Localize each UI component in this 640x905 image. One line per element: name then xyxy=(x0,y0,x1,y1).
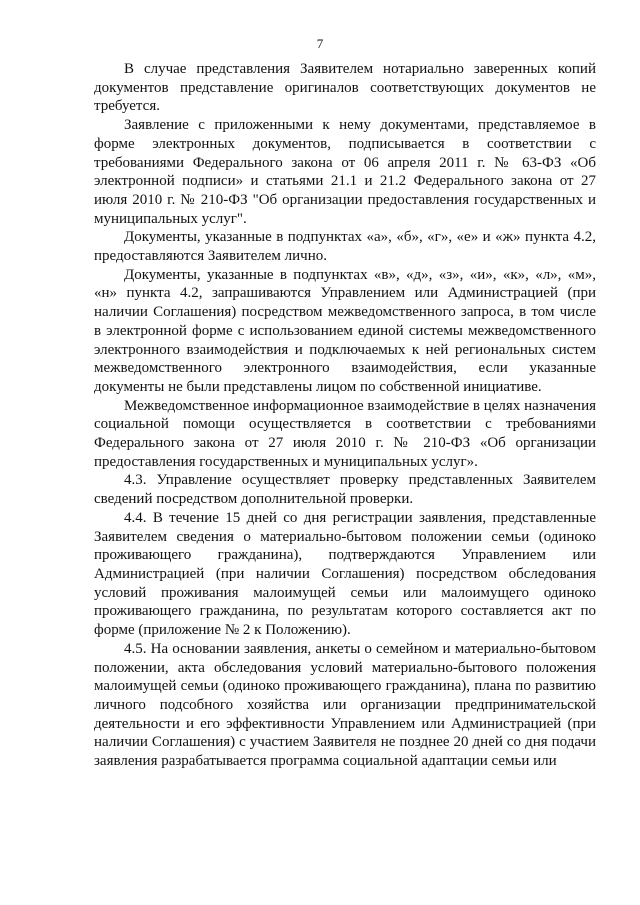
paragraph-4-4: 4.4. В течение 15 дней со дня регистрации заявления, представленные Заявителем сведения о материально-бытовом положении семьи (одиноко проживающего гражданина), подтверждаются Управлением или Администрацией (при наличии Соглашения) посредством обследования условий проживания малоимущей семьи или малоимущего одиноко проживающего гражданина, по результатам которого составляется акт по форме (приложение № 2 к Положению). xyxy=(94,509,596,639)
paragraph-personal-submission: Документы, указанные в подпунктах «а», «б», «г», «е» и «ж» пункта 4.2, предоставляются Заявителем лично. xyxy=(94,229,596,265)
paragraph-interagency-request: Документы, указанные в подпунктах «в», «д», «з», «и», «к», «л», «м», «н» пункта 4.2, запрашиваются Управлением или Администрацией (при наличии Соглашения) посредством межведомственного запроса, в том числе в электронной форме с использованием единой системы межведомственного электронного взаимодействия и подключаемых к ней региональных систем межведомственного электронного взаимодействия, если указанные документы не были представлены лицом по собственной инициативе. xyxy=(94,266,596,395)
document-body xyxy=(94,60,596,771)
paragraph-electronic-documents: Заявление с приложенными к нему документами, представляемое в форме электронных документов, подписывается в соответствии с требованиями Федерального закона от 06 апреля 2011 г. № 63-ФЗ «Об электронной подписи» и статьями 21.1 и 21.2 Федерального закона от 27 июля 2010 г. № 210-ФЗ "Об организации предоставления государственных и муниципальных услуг". xyxy=(94,117,596,227)
paragraph-notarized-copies: В случае представления Заявителем нотариально заверенных копий документов представление оригиналов соответствующих документов не требуется. xyxy=(94,61,596,115)
paragraph-4-3: 4.3. Управление осуществляет проверку представленных Заявителем сведений посредством дополнительной проверки. xyxy=(94,472,596,508)
paragraph-interagency-interaction: Межведомственное информационное взаимодействие в целях назначения социальной помощи осуществляется в соответствии с требованиями Федерального закона от 27 июля 2010 г. № 210-ФЗ «Об организации предоставления государственных и муниципальных услуг». xyxy=(94,397,596,470)
paragraph-4-5: 4.5. На основании заявления, анкеты о семейном и материально-бытовом положении, акта обследования условий материально-бытового положения малоимущей семьи (одиноко проживающего гражданина), плана по развитию личного подсобного хозяйства или организации предпринимательской деятельности и его эффективности Управлением или Администрацией (при наличии Соглашения) с участием Заявителя не позднее 20 дней со дня подачи заявления разрабатывается программа социальной адаптации семьи или xyxy=(94,640,596,770)
page-number: 7 xyxy=(316,36,324,51)
